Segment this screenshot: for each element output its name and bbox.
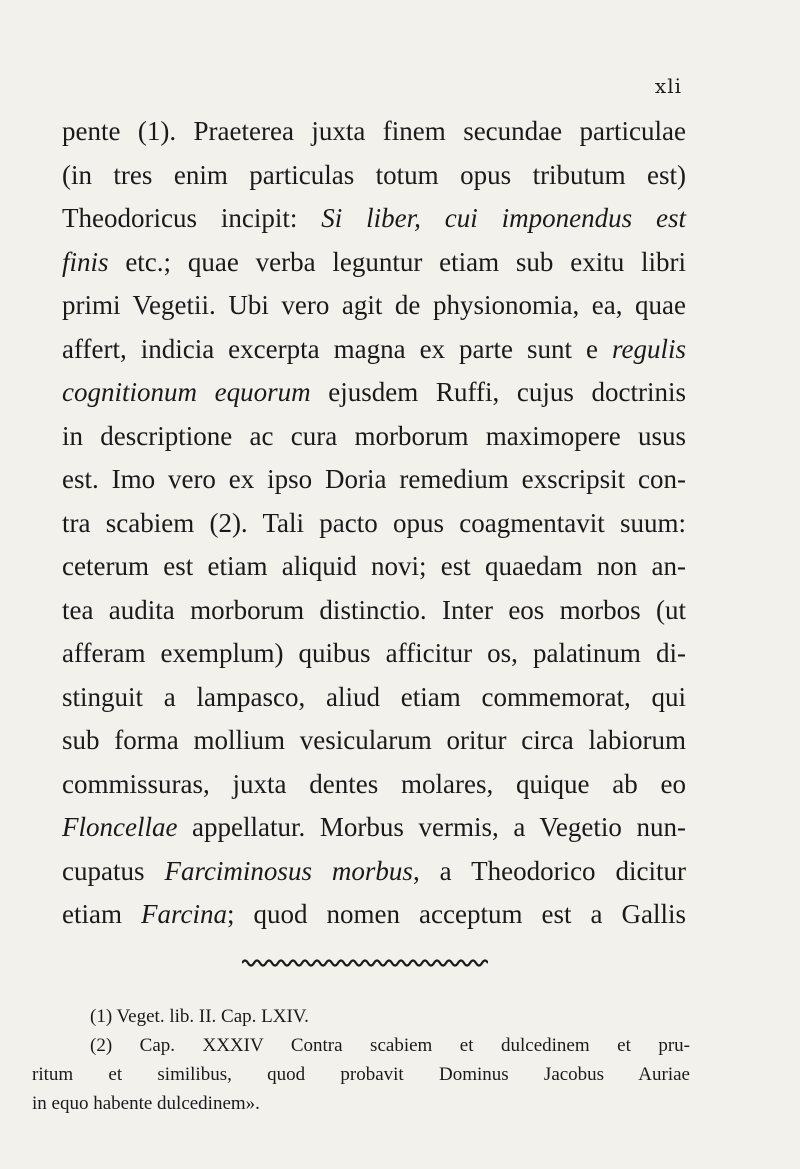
text-line bbox=[62, 632, 686, 676]
text-line bbox=[62, 241, 686, 285]
text-segment: appellatur. Morbus vermis, a Vegetio nun- bbox=[177, 812, 686, 842]
text-line bbox=[62, 154, 686, 198]
text-line bbox=[62, 763, 686, 807]
text-segment: stinguit a lampasco, aliud etiam commemorat, qui bbox=[62, 681, 686, 712]
text-line bbox=[62, 284, 686, 328]
text-line bbox=[62, 893, 686, 937]
text-segment: cupatus bbox=[62, 855, 165, 886]
text-line bbox=[62, 371, 686, 415]
text-line bbox=[62, 502, 686, 546]
text-segment: in descriptione ac cura morborum maximopere usus bbox=[62, 420, 686, 451]
text-segment: etiam bbox=[62, 899, 141, 929]
italic-text: Si liber, cui imponendus est bbox=[321, 203, 686, 233]
page-number: xli bbox=[654, 74, 682, 98]
italic-text: finis bbox=[62, 246, 109, 277]
text-line bbox=[62, 850, 686, 894]
text-segment: tea audita morborum distinctio. Inter eos morbos (ut bbox=[62, 594, 686, 625]
footnote-2-continuation: ritum et similibus, quod probavit Dominus Jacobus Auriae bbox=[32, 1064, 690, 1085]
text-line bbox=[62, 110, 686, 154]
text-segment: commissuras, juxta dentes molares, quique ab eo bbox=[62, 768, 686, 799]
text-line bbox=[62, 676, 686, 720]
text-line bbox=[62, 415, 686, 459]
text-segment: affert, indicia excerpta magna ex parte sunt e bbox=[62, 333, 612, 364]
text-segment: ceterum est etiam aliquid novi; est quaedam non an- bbox=[62, 551, 686, 581]
text-segment: tra scabiem (2). Tali pacto opus coagmentavit suum: bbox=[62, 507, 686, 538]
footnote-2: (2) Cap. XXXIV Contra scabiem et dulcedinem et pru- bbox=[90, 1035, 690, 1056]
italic-text: Farciminosus morbus bbox=[164, 855, 413, 886]
text-segment: (in tres enim particulas totum opus tributum est) bbox=[62, 159, 686, 190]
text-segment: etc.; quae verba leguntur etiam sub exitu libri bbox=[108, 246, 686, 277]
italic-text: Floncellae bbox=[62, 812, 178, 842]
footnotes bbox=[32, 1002, 690, 1118]
text-segment: ejusdem Ruffi, cujus doctrinis bbox=[310, 377, 686, 407]
text-line bbox=[62, 458, 686, 502]
text-line bbox=[62, 806, 686, 850]
footnote-2-continuation: in equo habente dulcedinem». bbox=[32, 1093, 260, 1114]
footnote-1: (1) Veget. lib. II. Cap. LXIV. bbox=[90, 1006, 309, 1027]
text-line bbox=[62, 197, 686, 241]
text-segment: Theodoricus incipit: bbox=[62, 203, 322, 233]
text-segment: , a Theodorico dicitur bbox=[412, 855, 687, 886]
text-line bbox=[62, 328, 686, 372]
text-segment: pente (1). Praeterea juxta finem secundae particulae bbox=[62, 116, 686, 146]
text-line bbox=[62, 589, 686, 633]
italic-text: Farcina bbox=[141, 899, 227, 929]
text-segment: primi Vegetii. Ubi vero agit de physionomia, ea, quae bbox=[62, 290, 686, 320]
italic-text: regulis bbox=[612, 333, 686, 364]
text-line bbox=[62, 545, 686, 589]
text-segment: est. Imo vero ex ipso Doria remedium exscripsit con- bbox=[62, 464, 686, 494]
italic-text: cognitionum equorum bbox=[62, 377, 311, 407]
text-segment: sub forma mollium vesicularum oritur circa labiorum bbox=[62, 725, 686, 755]
text-segment: afferam exemplum) quibus afficitur os, palatinum di- bbox=[62, 638, 686, 668]
ornamental-rule bbox=[242, 958, 488, 968]
text-line bbox=[62, 719, 686, 763]
text-segment: ; quod nomen acceptum est a Gallis bbox=[226, 899, 686, 929]
body-text bbox=[62, 110, 686, 937]
